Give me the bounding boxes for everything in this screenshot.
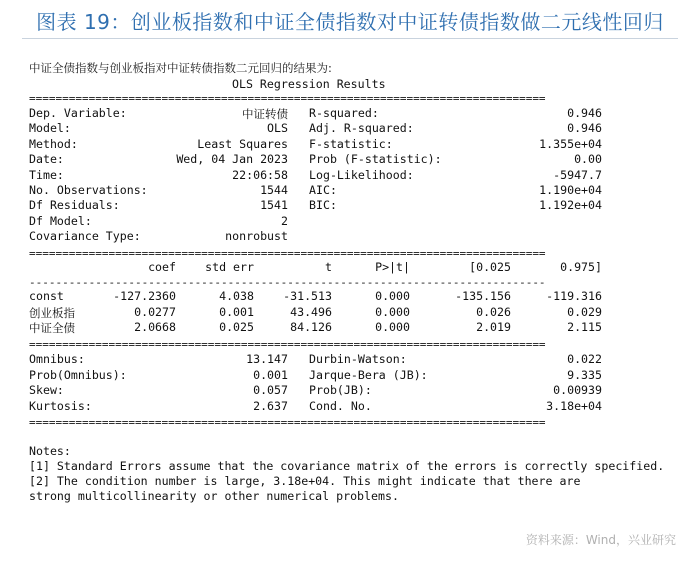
- coef-cell-t: 84.126: [290, 320, 332, 335]
- summary-stat-label: Log-Likelihood:: [309, 167, 414, 182]
- coef-variable-name: const: [29, 289, 64, 303]
- results-title: OLS Regression Results: [232, 77, 386, 91]
- coef-variable-name: 中证全债: [29, 321, 75, 336]
- summary-label: Dep. Variable:: [29, 106, 127, 120]
- summary-stat-label: BIC:: [309, 198, 337, 213]
- summary-row: [0, 214, 700, 229]
- summary-row: [0, 106, 700, 121]
- summary-stat-label: Adj. R-squared:: [309, 121, 414, 136]
- coef-cell-std-err: 4.038: [219, 289, 254, 303]
- coef-cell-p: 0.000: [375, 304, 410, 319]
- coef-cell-hi: -119.316: [546, 289, 602, 303]
- note-3: strong multicollinearity or other numerical problems.: [29, 489, 399, 503]
- coef-cell-t: 43.496: [290, 304, 332, 319]
- diagnostic-value: 0.057: [253, 383, 288, 397]
- summary-label: Time:: [29, 167, 64, 182]
- diagnostic-stat-value: 3.18e+04: [546, 398, 602, 413]
- diagnostic-label: Prob(Omnibus):: [29, 367, 127, 382]
- summary-row: [0, 168, 700, 183]
- regression-caption: 中证全债指数与创业板指对中证转债指数二元回归的结果为:: [29, 61, 332, 75]
- separator-summary-end: ==============================================================================: [29, 247, 546, 260]
- summary-value: 1544: [260, 183, 288, 197]
- coef-cell-lo: 2.019: [476, 320, 511, 335]
- summary-stat-value: 0.00: [574, 152, 602, 167]
- diagnostic-label: Skew:: [29, 383, 64, 397]
- coef-variable-name: 创业板指: [29, 305, 75, 320]
- summary-label: Covariance Type:: [29, 229, 141, 244]
- separator-coef-header: ------------------------------------------------------------------------------: [29, 276, 546, 289]
- summary-row: [0, 183, 700, 198]
- summary-value: Wed, 04 Jan 2023: [176, 152, 288, 167]
- summary-stat-value: 1.355e+04: [539, 136, 602, 151]
- summary-stat-label: F-statistic:: [309, 136, 393, 151]
- summary-row: [0, 198, 700, 213]
- note-1: [1] Standard Errors assume that the covariance matrix of the errors is correctly specified.: [29, 459, 665, 473]
- diagnostic-stat-value: 0.00939: [553, 383, 602, 397]
- summary-stat-value: 1.192e+04: [539, 198, 602, 213]
- summary-row: [0, 137, 700, 152]
- diagnostic-row: [0, 399, 700, 414]
- summary-value: 2: [281, 213, 288, 228]
- coef-cell-lo: -135.156: [455, 289, 511, 303]
- summary-value: 22:06:58: [232, 167, 288, 182]
- summary-label: Method:: [29, 136, 78, 151]
- summary-value: 1541: [260, 198, 288, 213]
- summary-stat-label: AIC:: [309, 183, 337, 197]
- header-t: t: [325, 260, 332, 274]
- summary-row: [0, 121, 700, 136]
- diagnostic-label: Omnibus:: [29, 352, 85, 366]
- diagnostic-stat-value: 9.335: [567, 367, 602, 382]
- coef-cell-std-err: 0.001: [219, 304, 254, 319]
- coef-row: [0, 289, 700, 304]
- summary-label: Df Model:: [29, 213, 92, 228]
- header-ci-high: 0.975]: [560, 260, 602, 274]
- diagnostic-row: [0, 383, 700, 398]
- coef-cell-coef: 0.0277: [134, 304, 176, 319]
- separator-top: ==============================================================================: [29, 92, 546, 105]
- separator-bottom: ==============================================================================: [29, 416, 546, 429]
- diagnostic-stat-label: Jarque-Bera (JB):: [309, 367, 428, 382]
- summary-value: OLS: [267, 121, 288, 136]
- coef-cell-coef: -127.2360: [113, 289, 176, 303]
- summary-stat-value: 0.946: [567, 121, 602, 136]
- coef-cell-std-err: 0.025: [219, 320, 254, 335]
- diagnostic-label: Kurtosis:: [29, 398, 92, 413]
- diagnostic-value: 13.147: [246, 352, 288, 366]
- coef-cell-p: 0.000: [375, 320, 410, 335]
- summary-label: Model:: [29, 121, 71, 136]
- source-note: 资料来源：Wind，兴业研究: [525, 533, 676, 547]
- summary-label: No. Observations:: [29, 183, 148, 197]
- header-ci-low: [0.025: [469, 260, 511, 274]
- summary-row: [0, 229, 700, 244]
- diagnostic-value: 0.001: [253, 367, 288, 382]
- diagnostic-stat-value: 0.022: [567, 352, 602, 366]
- figure-title: 图表 19：创业板指数和中证全债指数对中证转债指数做二元线性回归: [36, 10, 664, 34]
- summary-label: Df Residuals:: [29, 198, 120, 213]
- coef-cell-hi: 0.029: [567, 304, 602, 319]
- coef-row: [0, 320, 700, 335]
- header-p: P>|t|: [375, 260, 410, 274]
- separator-coef-end: ==============================================================================: [29, 338, 546, 351]
- summary-stat-value: 1.190e+04: [539, 183, 602, 197]
- coef-cell-coef: 2.0668: [134, 320, 176, 335]
- summary-row: [0, 152, 700, 167]
- coef-cell-hi: 2.115: [567, 320, 602, 335]
- header-std-err: std err: [205, 260, 254, 274]
- diagnostic-stat-label: Durbin-Watson:: [309, 352, 407, 366]
- coef-cell-lo: 0.026: [476, 304, 511, 319]
- summary-label: Date:: [29, 152, 64, 167]
- note-2: [2] The condition number is large, 3.18e+04. This might indicate that there are: [29, 474, 581, 488]
- title-underline: [22, 38, 678, 39]
- diagnostic-value: 2.637: [253, 398, 288, 413]
- header-coef: coef: [148, 260, 176, 274]
- coef-header-row: [0, 260, 700, 275]
- notes-title: Notes:: [29, 444, 71, 458]
- coef-row: [0, 305, 700, 320]
- summary-value: nonrobust: [225, 229, 288, 244]
- summary-stat-value: -5947.7: [553, 167, 602, 182]
- coef-cell-t: -31.513: [283, 289, 332, 303]
- coef-cell-p: 0.000: [375, 289, 410, 303]
- diagnostic-stat-label: Cond. No.: [309, 398, 372, 413]
- summary-stat-label: Prob (F-statistic):: [309, 152, 442, 167]
- summary-stat-label: R-squared:: [309, 106, 379, 120]
- diagnostic-row: [0, 352, 700, 367]
- diagnostic-stat-label: Prob(JB):: [309, 383, 372, 397]
- summary-value: Least Squares: [197, 136, 288, 151]
- summary-stat-value: 0.946: [567, 106, 602, 120]
- diagnostic-row: [0, 368, 700, 383]
- summary-value: 中证转债: [242, 107, 288, 121]
